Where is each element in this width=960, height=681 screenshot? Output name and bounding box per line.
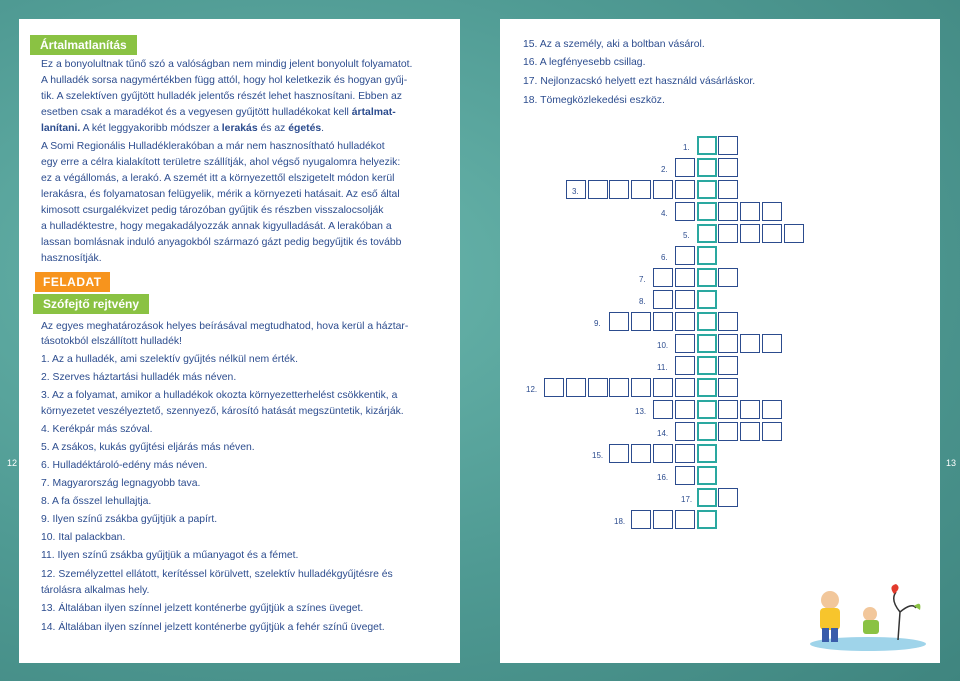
crossword-cell[interactable]	[675, 334, 695, 353]
crossword-cell[interactable]	[609, 378, 629, 397]
crossword-cell[interactable]	[718, 334, 738, 353]
crossword-cell[interactable]	[631, 378, 651, 397]
crossword-solution-cell[interactable]	[697, 224, 717, 243]
crossword-solution-cell[interactable]	[697, 400, 717, 419]
crossword-cell[interactable]	[566, 378, 586, 397]
clue-item: 17. Nejlonzacskó helyett ezt használd vásárláskor.	[523, 76, 756, 87]
crossword-solution-cell[interactable]	[697, 378, 717, 397]
paragraph-line: tik. A szelektíven gyűjtött hulladék jelentős részét lehet hasznosítani. Ebben az	[41, 91, 403, 102]
crossword-number: 14.	[657, 429, 669, 438]
crossword-cell[interactable]	[588, 180, 608, 199]
crossword-number: 7.	[639, 275, 646, 284]
crossword-cell[interactable]	[653, 180, 673, 199]
crossword-cell[interactable]	[740, 334, 760, 353]
crossword-cell[interactable]	[675, 466, 695, 485]
crossword-cell[interactable]	[762, 224, 782, 243]
kids-planting-illustration	[808, 582, 933, 652]
crossword-cell[interactable]	[609, 444, 629, 463]
crossword-solution-cell[interactable]	[697, 180, 717, 199]
task-label: FELADAT	[35, 272, 110, 292]
crossword-cell[interactable]	[740, 400, 760, 419]
crossword-solution-cell[interactable]	[697, 312, 717, 331]
page-number-right: 13	[946, 458, 957, 468]
clue-item: 2. Szerves háztartási hulladék más néven.	[41, 372, 237, 383]
crossword-number: 4.	[661, 209, 668, 218]
paragraph-line: esetben csak a maradékot és a vegyesen gyűjtött hulladékokat kell ártalmat-	[41, 107, 396, 118]
crossword-number: 15.	[592, 451, 604, 460]
crossword-cell[interactable]	[675, 312, 695, 331]
paragraph-line: lanítani. A két leggyakoribb módszer a lerakás és az égetés.	[41, 123, 325, 134]
crossword-number: 16.	[657, 473, 669, 482]
paragraph-line: Ez a bonyolultnak tűnő szó a valóságban nem mindig jelent bonyolult folyamatot.	[41, 59, 413, 70]
crossword-number: 2.	[661, 165, 668, 174]
crossword-cell[interactable]	[675, 246, 695, 265]
crossword-cell[interactable]	[718, 268, 738, 287]
crossword-cell[interactable]	[675, 356, 695, 375]
crossword-cell[interactable]	[675, 268, 695, 287]
crossword-cell[interactable]	[675, 202, 695, 221]
crossword-cell[interactable]	[675, 290, 695, 309]
crossword-solution-cell[interactable]	[697, 422, 717, 441]
crossword-cell[interactable]	[675, 400, 695, 419]
clue-item: 15. Az a személy, aki a boltban vásárol.	[523, 39, 705, 50]
crossword-cell[interactable]	[653, 510, 673, 529]
crossword-solution-cell[interactable]	[697, 136, 717, 155]
crossword-cell[interactable]	[784, 224, 804, 243]
crossword-solution-cell[interactable]	[697, 158, 717, 177]
clue-item: 4. Kerékpár más szóval.	[41, 424, 153, 435]
crossword-number: 12.	[526, 385, 538, 394]
paragraph-line: a hulladéktestre, hogy megakadályozzák annak kigyulladását. A lerakóban a	[41, 221, 392, 232]
crossword-cell[interactable]	[631, 510, 651, 529]
crossword-cell[interactable]	[544, 378, 564, 397]
puzzle-intro: tásotokból elszállított hulladék!	[41, 336, 182, 347]
crossword-cell[interactable]	[675, 422, 695, 441]
crossword-number: 6.	[661, 253, 668, 262]
paragraph-line: A Somi Regionális Hulladéklerakóban a már nem hasznosítható hulladékot	[41, 141, 385, 152]
crossword-number: 13.	[635, 407, 647, 416]
crossword-solution-cell[interactable]	[697, 202, 717, 221]
crossword-cell[interactable]	[631, 180, 651, 199]
crossword-cell[interactable]	[653, 400, 673, 419]
crossword-solution-cell[interactable]	[697, 268, 717, 287]
crossword-cell[interactable]	[718, 356, 738, 375]
crossword-cell[interactable]	[588, 378, 608, 397]
crossword-solution-cell[interactable]	[697, 290, 717, 309]
clue-item: 6. Hulladéktároló-edény más néven.	[41, 460, 208, 471]
paragraph-line: A hulladék sorsa nagymértékben függ attól, hogy hol keletkezik és hogyan gyűj-	[41, 75, 408, 86]
clue-item: 9. Ilyen színű zsákba gyűjtjük a papírt.	[41, 514, 218, 525]
puzzle-title: Szófejtő rejtvény	[33, 294, 149, 314]
clue-item: környezetet veszélyeztető, szennyező, károsító hatását megszüntetik, kizárják.	[41, 406, 404, 417]
crossword-cell[interactable]	[675, 378, 695, 397]
crossword-cell[interactable]	[609, 312, 629, 331]
crossword-solution-cell[interactable]	[697, 466, 717, 485]
crossword-number: 11.	[657, 363, 668, 372]
crossword-cell[interactable]	[631, 444, 651, 463]
clue-item: 11. Ilyen színű zsákba gyűjtjük a műanyagot és a fémet.	[41, 550, 299, 561]
crossword-cell[interactable]	[653, 378, 673, 397]
crossword-solution-cell[interactable]	[697, 444, 717, 463]
crossword-solution-cell[interactable]	[697, 246, 717, 265]
crossword-cell[interactable]	[762, 422, 782, 441]
clue-item: tárolásra alkalmas hely.	[41, 585, 150, 596]
crossword-cell[interactable]	[675, 180, 695, 199]
clue-item: 16. A legfényesebb csillag.	[523, 57, 646, 68]
crossword-number: 10.	[657, 341, 669, 350]
crossword-cell[interactable]	[653, 290, 673, 309]
crossword-cell[interactable]	[762, 202, 782, 221]
crossword-cell[interactable]	[631, 312, 651, 331]
clue-item: 1. Az a hulladék, ami szelektív gyűjtés nélkül nem érték.	[41, 354, 299, 365]
puzzle-intro: Az egyes meghatározások helyes beírásával megtudhatod, hova kerül a háztar-	[41, 321, 409, 332]
clue-item: 14. Általában ilyen színnel jelzett konténerbe gyűjtjük a fehér színű üveget.	[41, 622, 385, 633]
crossword-cell[interactable]	[718, 224, 738, 243]
paragraph-line: lerakásra, és folyamatosan felügyelik, mérik a környezeti hatásait. Az eső által	[41, 189, 400, 200]
clue-item: 18. Tömegközlekedési eszköz.	[523, 95, 665, 106]
crossword-cell[interactable]	[609, 180, 629, 199]
crossword-solution-cell[interactable]	[697, 488, 717, 507]
crossword-cell[interactable]	[718, 158, 738, 177]
crossword-number: 3.	[572, 187, 579, 196]
crossword-number: 8.	[639, 297, 646, 306]
crossword-cell[interactable]	[675, 510, 695, 529]
crossword-number: 1.	[683, 143, 690, 152]
crossword-solution-cell[interactable]	[697, 356, 717, 375]
clue-item: 5. A zsákos, kukás gyűjtési eljárás más néven.	[41, 442, 255, 453]
crossword-cell[interactable]	[653, 312, 673, 331]
crossword-cell[interactable]	[653, 444, 673, 463]
paragraph-line: hasznosítják.	[41, 253, 102, 264]
clue-item: 12. Személyzettel ellátott, kerítéssel körülvett, szelektív hulladékgyűjtésre és	[41, 569, 393, 580]
crossword-cell[interactable]	[762, 334, 782, 353]
crossword-cell[interactable]	[718, 400, 738, 419]
crossword-cell[interactable]	[718, 202, 738, 221]
clue-item: 13. Általában ilyen színnel jelzett konténerbe gyűjtjük a színes üveget.	[41, 603, 364, 614]
paragraph-line: ez a végállomás, a lerakó. A szemét itt a környezettől elszigetelt módon kerül	[41, 173, 395, 184]
paragraph-line: lassan bomlásnak induló anyagokból származó gázt pedig begyűjtik és tovább	[41, 237, 402, 248]
crossword-cell[interactable]	[740, 224, 760, 243]
crossword-cell[interactable]	[740, 202, 760, 221]
clue-item: 3. Az a folyamat, amikor a hulladékok okozta környezetterhelést csökkentik, a	[41, 390, 398, 401]
clue-item: 10. Ital palackban.	[41, 532, 126, 543]
crossword-cell[interactable]	[675, 158, 695, 177]
paragraph-line: kimosott csurgalékvizet pedig tározóban gyűjtik és részben visszalocsolják	[41, 205, 384, 216]
crossword-number: 18.	[614, 517, 626, 526]
crossword-cell[interactable]	[718, 488, 738, 507]
clue-item: 7. Magyarország legnagyobb tava.	[41, 478, 201, 489]
crossword-number: 5.	[683, 231, 690, 240]
clue-item: 8. A fa ősszel lehullajtja.	[41, 496, 152, 507]
crossword-cell[interactable]	[740, 422, 760, 441]
crossword-cell[interactable]	[718, 378, 738, 397]
crossword-cell[interactable]	[718, 180, 738, 199]
crossword-cell[interactable]	[718, 312, 738, 331]
crossword-cell[interactable]	[675, 444, 695, 463]
crossword-cell[interactable]	[718, 136, 738, 155]
crossword-number: 17.	[681, 495, 693, 504]
crossword-cell[interactable]	[653, 268, 673, 287]
crossword-solution-cell[interactable]	[697, 334, 717, 353]
crossword-solution-cell[interactable]	[697, 510, 717, 529]
crossword-number: 9.	[594, 319, 601, 328]
page-number-left: 12	[7, 458, 18, 468]
section-title: Ártalmatlanítás	[30, 35, 137, 55]
crossword-cell[interactable]	[762, 400, 782, 419]
crossword-cell[interactable]	[718, 422, 738, 441]
paragraph-line: egy erre a célra kialakított területre szállítják, ahol végső nyugalomra helyezik:	[41, 157, 401, 168]
